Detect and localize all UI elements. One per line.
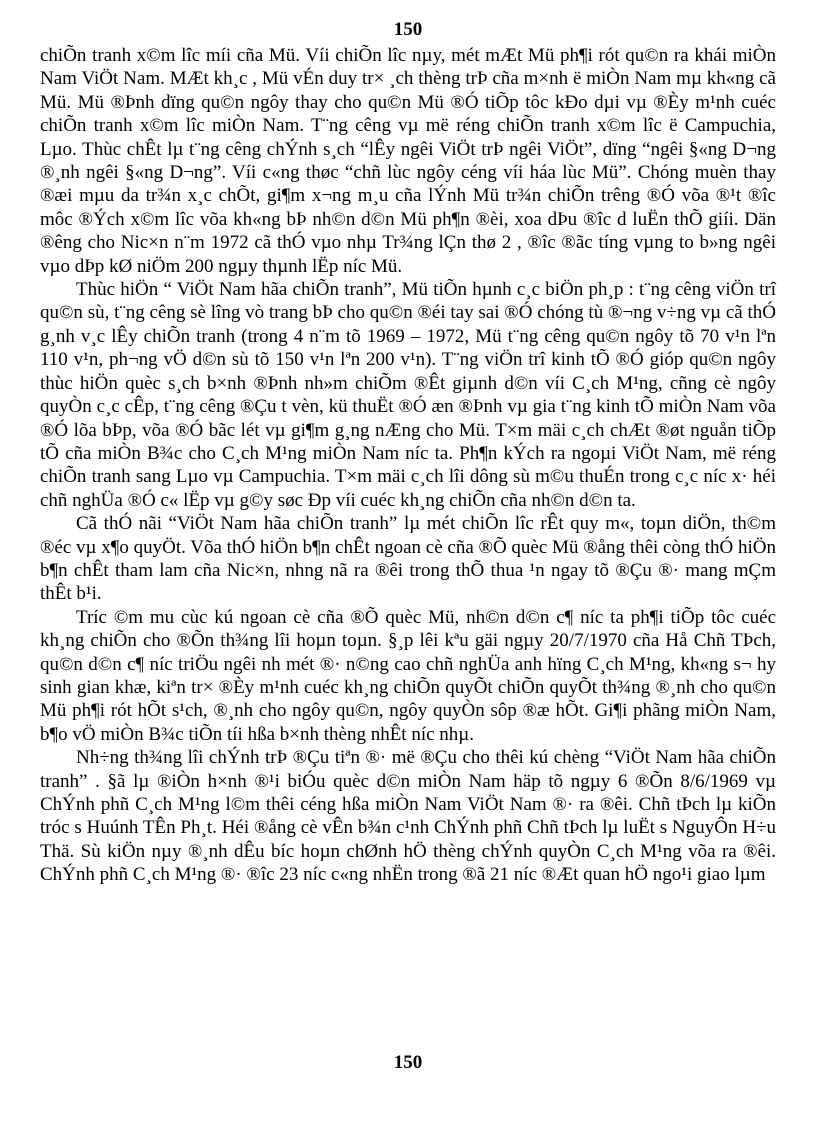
- page-number-footer: [0, 1051, 816, 1075]
- body-text: [40, 44, 776, 887]
- page-number-footer-text: 150: [393, 1052, 423, 1073]
- page-number-header: 150: [393, 19, 423, 40]
- paragraph-2: Thùc hiÖn “ ViÖt Nam hãa chiÕn tranh”, Mü tiÕn hµnh c¸c biÖn ph¸p : t¨ng cêng viÖn trî qu©n sù, t¨ng cêng sè lîng vò trang bÞ cho qu©n ®éi tay sai ®Ó chóng tù ®¬ng v÷ng vµ cã thÓ g¸nh v¸c lÊy chiÕn tranh (trong 4 n¨m tõ 1969 – 1972, Mü t¨ng cêng qu©n ngôy tõ 70 v¹n lªn 110 v¹n, ph¬ng vÖ d©n sù tõ 150 v¹n lªn 200 v¹n). T¨ng viÖn trî kinh tÕ ®Ó gióp qu©n ngôy thùc hiÖn quèc s¸ch b×nh ®Þnh nh»m chiÕm ®Êt giµnh d©n víi C¸ch M¹ng, cñng cè ngôy quyÒn c¸c cÊp, t¨ng cêng ®Çu t vèn, kü thuËt ®Ó æn ®Þnh vµ gia t¨ng kinh tÕ miÒn Nam võa ®Ó lõa bÞp, võa ®Ó bãc lét vµ gi¶m g¸ng nÆng cho Mü. T×m mäi c¸ch chÆt ®øt nguån tiÕp tÕ cña miÒn B¾c cho C¸ch M¹ng miÒn Nam níc ta. Ph¶n kÝch ra ngoµi ViÖt Nam, më réng chiÕn tranh sang Lµo vµ Campuchia. T×m mäi c¸ch lîi dông sù m©u thuÉn trong c¸c níc x· héi chñ nghÜa ®Ó c« lËp vµ g©y søc Ðp víi cuéc kh¸ng chiÕn cña nh©n d©n ta.: [40, 279, 776, 511]
- paragraph-3: Cã thÓ nãi “ViÖt Nam hãa chiÕn tranh” lµ mét chiÕn lîc rÊt quy m«, toµn diÖn, th©m ®éc vµ x¶o quyÖt. Võa thÓ hiÖn b¶n chÊt ngoan cè cña ®Õ quèc Mü ®ång thêi còng thÓ hiÖn b¶n chÊt tham lam cña Nic×n, nhng nã ra ®êi trong thÕ thua ¹n ngay tõ ®Çu ®· mang mÇm thÊt b¹i.: [40, 513, 776, 605]
- paragraph-5: Nh÷ng th¾ng lîi chÝnh trÞ ®Çu tiªn ®· më ®Çu cho thêi kú chèng “ViÖt Nam hãa chiÕn tranh” . §ã lµ ®iÒn h×nh ®¹i biÓu quèc d©n miÒn Nam häp tõ ngµy 6 ®Õn 8/6/1969 vµ ChÝnh phñ C¸ch M¹ng l©m thêi céng hßa miÒn Nam ViÖt Nam ®· ra ®êi. Chñ tÞch lµ kiÕn tróc s Huúnh TÊn Ph¸t. Héi ®ång cè vÊn b¾n c¹nh ChÝnh phñ Chñ tÞch lµ luËt s NguyÔn H÷u Thä. Sù kiÖn nµy ®¸nh dÊu bíc hoµn chØnh hÖ thèng chÝnh quyÒn C¸ch M¹ng võa ra ®êi. ChÝnh phñ C¸ch M¹ng ®· ®îc 23 níc c«ng nhËn trong ®ã 21 níc ®Æt quan hÖ ngo¹i giao lµm: [40, 747, 776, 886]
- paragraph-4: Tríc ©m mu cùc kú ngoan cè cña ®Õ quèc Mü, nh©n d©n c¶ níc ta ph¶i tiÕp tôc cuéc kh¸ng chiÕn cho ®Õn th¾ng lîi hoµn toµn. §¸p lêi kªu gäi ngµy 20/7/1970 cña Hå Chñ TÞch, qu©n d©n c¶ níc triÖu ngêi nh mét ®· n©ng cao chñ nghÜa anh hïng C¸ch M¹ng, kh«ng s¬ hy sinh gian khæ, kiªn tr× ®Èy m¹nh cuéc kh¸ng chiÕn quyÕt chiÕn quyÕt th¾ng ®¸nh cho qu©n Mü ph¶i rót hÕt s¹ch, ®¸nh cho ngôy qu©n, ngôy quyÒn sôp ®æ hÕt. Gi¶i phãng miÒn Nam, b¶o vÖ miÒn B¾c tiÕn tíi hßa b×nh thèng nhÊt níc nhµ.: [40, 606, 776, 745]
- paragraph-1: chiÕn tranh x©m lîc míi cña Mü. Víi chiÕn lîc nµy, mét mÆt Mü ph¶i rót qu©n ra khái miÒn Nam ViÖt Nam. MÆt kh¸c , Mü vÉn duy tr× ¸ch thèng trÞ cña m×nh ë miÒn Nam mµ kh«ng cã Mü. Mü ®Þnh dïng qu©n ngôy thay cho qu©n Mü ®Ó tiÕp tôc kÐo dµi vµ ®Èy m¹nh cuéc chiÕn tranh x©m lîc miÒn Nam. T¨ng cêng vµ më réng chiÕn tranh x©m lîc ë Campuchia, Lµo. Thùc chÊt lµ t¨ng cêng chÝnh s¸ch “lÊy ngêi ViÖt trÞ ngêi ViÖt”, dïng “ngêi §«ng D¬ng ®¸nh ngêi §«ng D¬ng”. Víi c«ng thøc “chñ lùc ngôy céng víi háa lùc Mü”. Chóng muèn thay ®æi mµu da tr¾n x¸c chÕt, gi¶m x¬ng m¸u cña lÝnh Mü tr¾n chiÕn trêng ®Ó võa ®¹t ®îc môc ®Ých x©m lîc võa kh«ng bÞ nh©n d©n Mü ph¶n ®èi, xoa dÞu ®îc d luËn thÕ giíi. Dän ®êng cho Nic×n n¨m 1972 cã thÓ vµo nhµ Tr¾ng lÇn thø 2 , ®îc ®ãc tíng vµng to b»ng ngêi vµo dÞp kØ niÖm 200 ngµy thµnh lËp níc Mü.: [40, 45, 776, 277]
